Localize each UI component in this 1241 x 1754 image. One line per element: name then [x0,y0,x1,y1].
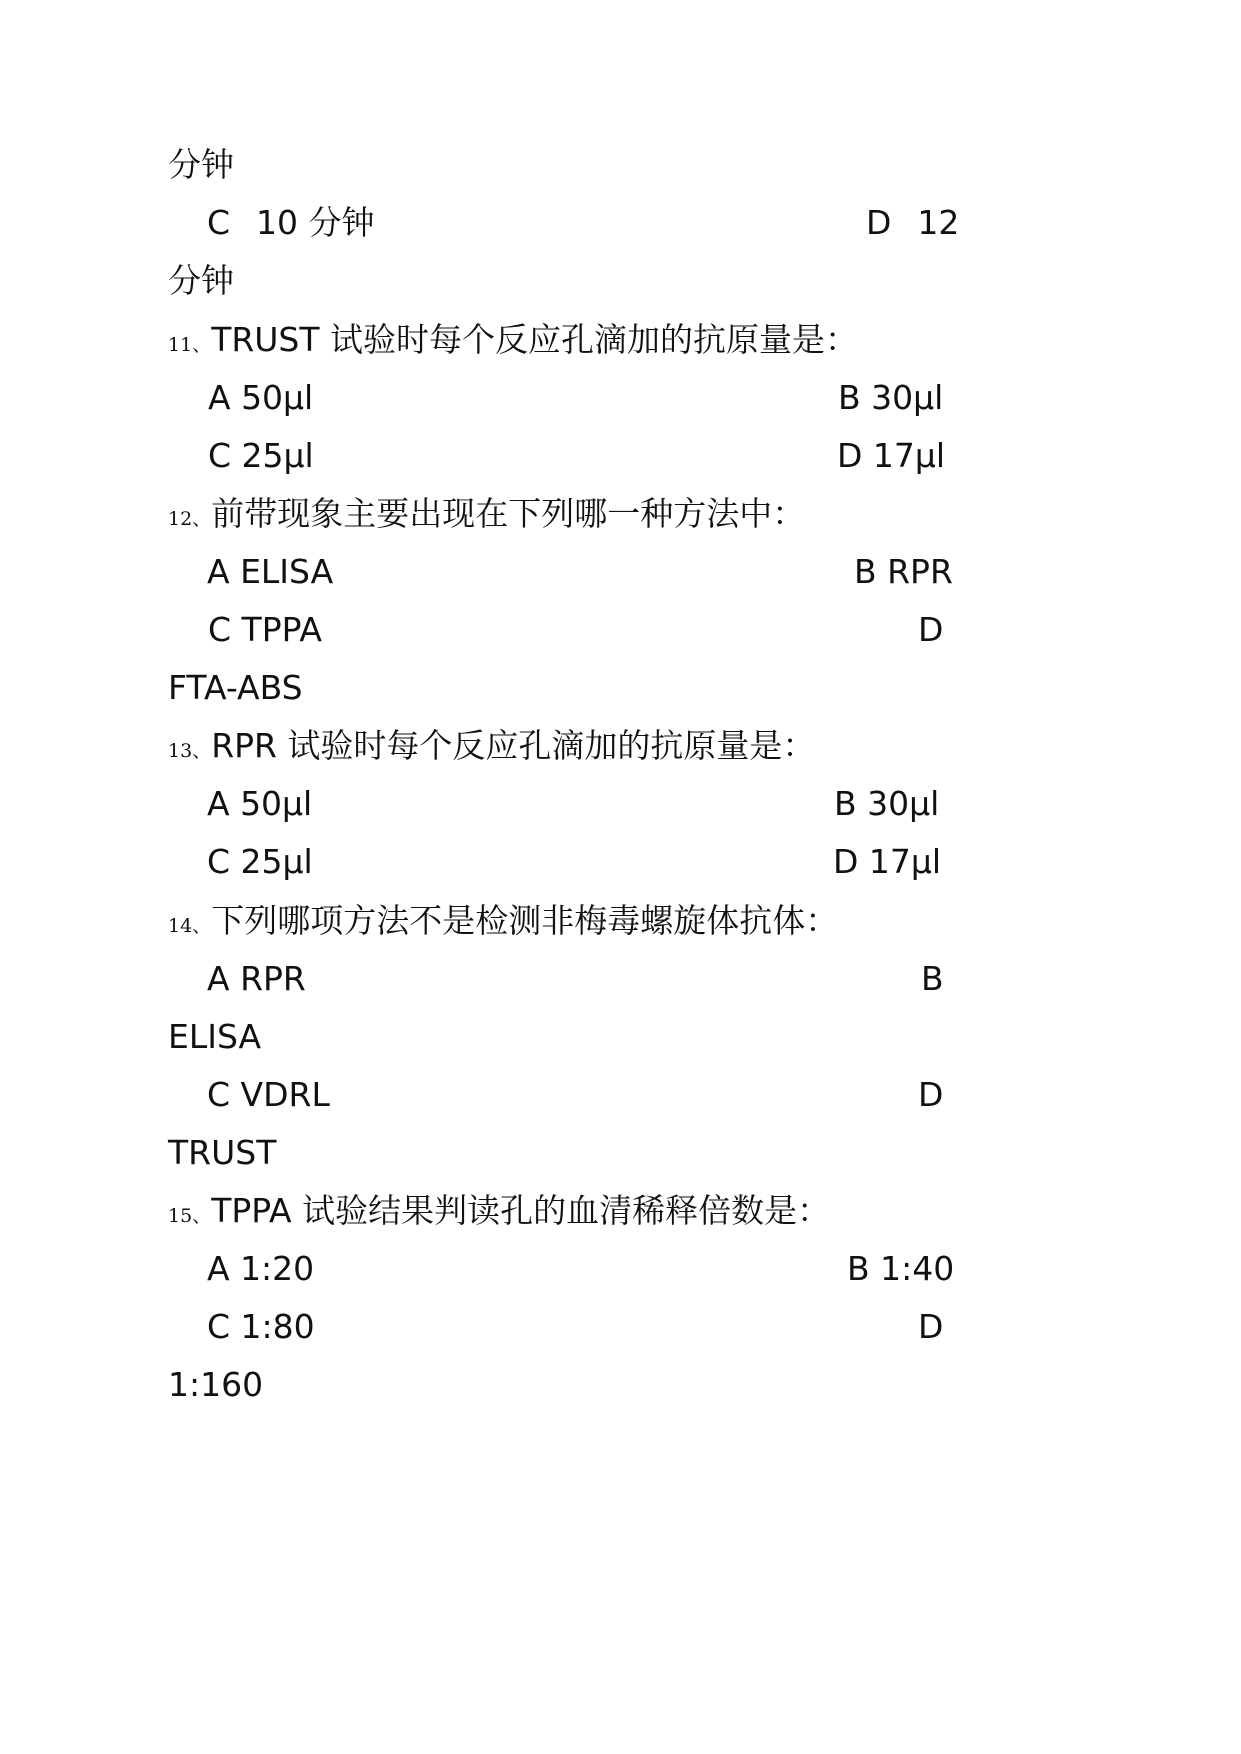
option-c: C TPPA [208,610,322,649]
question-number: 12、 [168,508,212,530]
option-d: D 17μl [837,436,946,475]
option-c [207,203,375,243]
question-12 [168,494,805,539]
option-a: A ELISA [207,552,334,591]
option-c: C VDRL [207,1075,330,1114]
option-b: B 1:40 [847,1249,955,1288]
question-number: 13、 [168,740,212,762]
option-d: D 17μl [833,842,942,881]
question-number: 11、 [168,334,212,356]
option-d [866,203,959,243]
question-13 [168,726,815,771]
question-15 [168,1191,830,1236]
option-b: B RPR [854,552,953,591]
question-number: 14、 [168,915,212,937]
option-text: 12 [917,203,960,242]
option-a: A RPR [207,959,306,998]
question-text: RPR 试验时每个反应孔滴加的抗原量是： [211,726,816,765]
option-b-continuation: ELISA [168,1017,262,1056]
option-a: A 1:20 [207,1249,315,1288]
option-letter: C [207,203,231,242]
option-a: A 50μl [207,784,313,823]
question-11 [168,320,858,365]
option-b: B [921,959,944,998]
option-text: 10 分钟 [256,203,375,242]
option-c: C 1:80 [207,1307,315,1346]
question-14 [168,901,838,946]
option-d-continuation: FTA-ABS [168,668,303,707]
question-text: 下列哪项方法不是检测非梅毒螺旋体抗体： [211,901,839,940]
question-text: TPPA 试验结果判读孔的血清稀释倍数是： [211,1191,831,1230]
option-c: C 25μl [207,842,313,881]
option-a: A 50μl [208,378,314,417]
question-text: TRUST 试验时每个反应孔滴加的抗原量是： [211,320,859,359]
question-number: 15、 [168,1205,212,1227]
option-b: B 30μl [834,784,940,823]
option-d-continuation: TRUST [168,1133,277,1172]
option-d: D [918,610,944,649]
option-letter: D [866,203,892,242]
option-b: B 30μl [838,378,944,417]
option-d: D [918,1075,944,1114]
option-d: D [918,1307,944,1346]
option-c: C 25μl [208,436,314,475]
question-text: 前带现象主要出现在下列哪一种方法中： [211,494,806,533]
text-line: 分钟 [168,261,234,300]
text-line: 分钟 [168,145,234,184]
option-d-continuation: 1:160 [168,1365,264,1404]
